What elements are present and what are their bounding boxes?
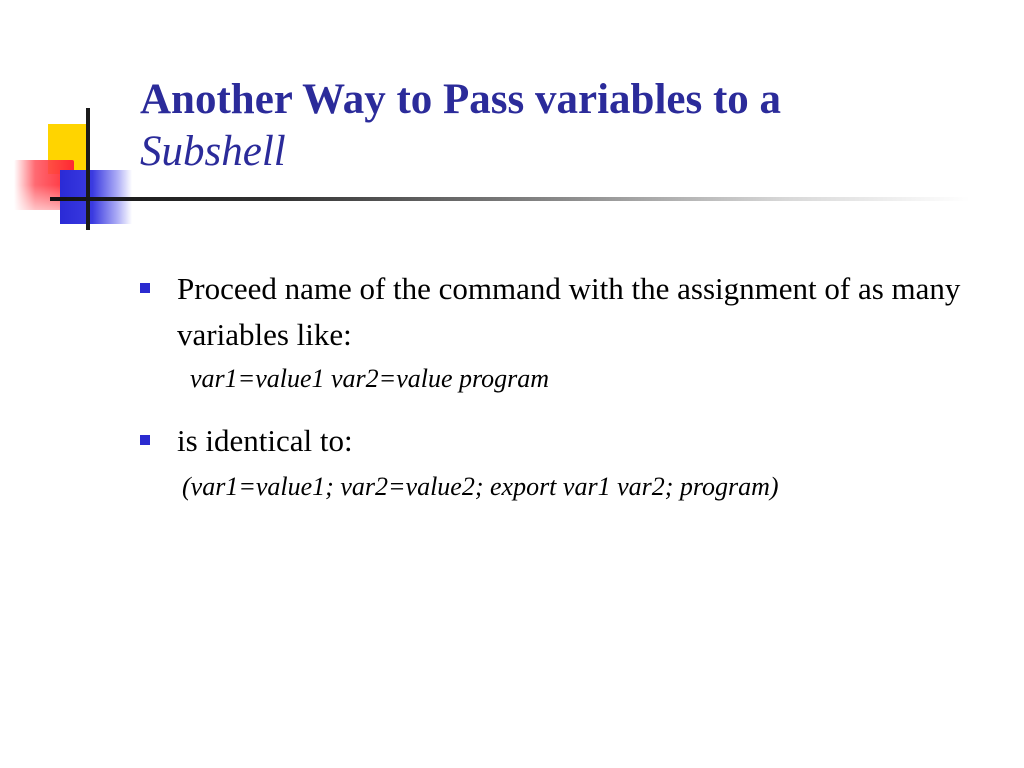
bullet-item — [140, 418, 1000, 464]
code-example: (var1=value1; var2=value2; export var1 var2; program) — [182, 472, 779, 501]
title-underline-rule — [50, 197, 970, 201]
slide-body — [140, 266, 1000, 504]
decorative-logo — [0, 0, 160, 240]
slide-title-line2: Subshell — [140, 128, 286, 175]
slide-title-line1: Another Way to Pass variables to a — [140, 76, 782, 123]
vertical-rule — [86, 108, 90, 230]
bullet-text: Proceed name of the command with the assignment of as many variables like: — [177, 271, 961, 352]
bullet-text: is identical to: — [177, 423, 353, 458]
bullet-square-icon — [140, 435, 150, 445]
bullet-item — [140, 266, 1000, 358]
slide-title — [140, 74, 1000, 178]
bullet-square-icon — [140, 283, 150, 293]
code-example: var1=value1 var2=value program — [190, 364, 550, 393]
